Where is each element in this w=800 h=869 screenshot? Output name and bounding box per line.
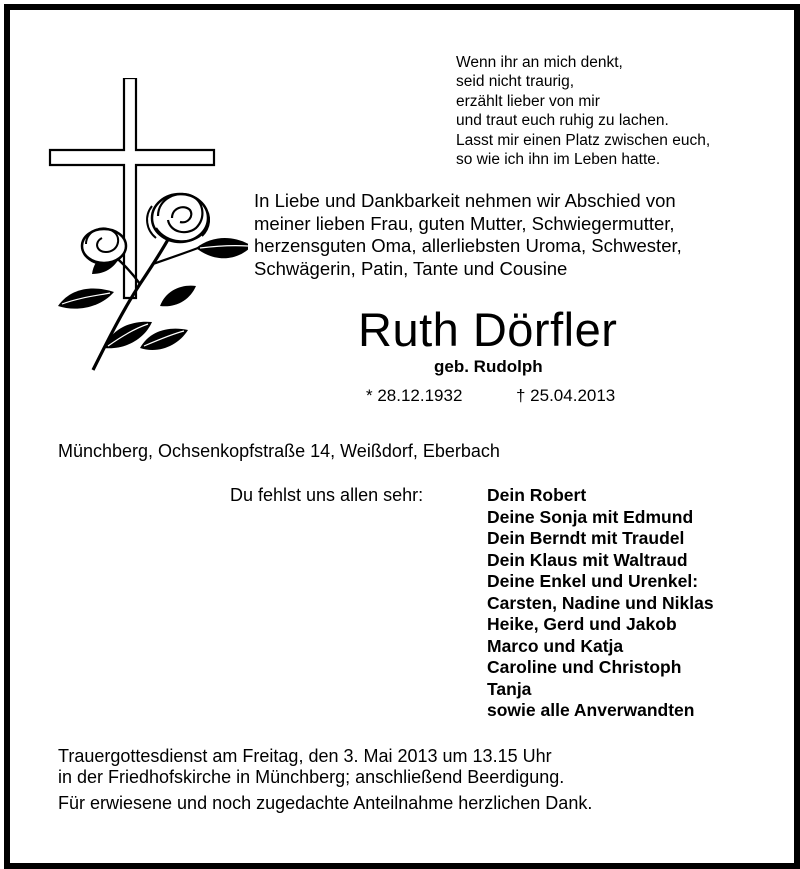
- thanks-text: Für erwiesene und noch zugedachte Anteilnahme herzlichen Dank.: [58, 793, 593, 813]
- address: Münchberg, Ochsenkopfstraße 14, Weißdorf, Eberbach: [58, 441, 500, 461]
- service-info: [58, 746, 564, 788]
- maiden-name: geb. Rudolph: [434, 357, 543, 376]
- poem: [456, 53, 710, 169]
- mourner-line: Deine Enkel und Urenkel:: [487, 571, 699, 591]
- poem-line: und traut euch ruhig zu lachen.: [456, 112, 669, 130]
- mourner-line: Dein Robert: [487, 485, 587, 505]
- cross-with-rose-icon: [48, 78, 248, 393]
- mourner-line: Carsten, Nadine und Niklas: [487, 592, 714, 613]
- farewell-text: [254, 190, 682, 280]
- mourner-line: Dein Klaus mit Waltraud: [487, 549, 688, 570]
- poem-line: seid nicht traurig,: [456, 73, 575, 91]
- poem-line: Lasst mir einen Platz zwischen euch,: [456, 131, 711, 149]
- mourner-line: Tanja: [487, 678, 532, 699]
- farewell-line: meiner lieben Frau, guten Mutter, Schwiegermutter,: [254, 212, 675, 234]
- mourners-list: [487, 485, 714, 722]
- mourner-line: Marco und Katja: [487, 635, 624, 656]
- mourner-line: sowie alle Anverwandten: [487, 700, 695, 720]
- mourner-line: Heike, Gerd und Jakob: [487, 614, 677, 634]
- service-line: Trauergottesdienst am Freitag, den 3. Mai 2013 um 13.15 Uhr: [58, 746, 552, 766]
- deceased-name: Ruth Dörfler: [358, 303, 618, 356]
- service-line: in der Friedhofskirche in Münchberg; anschließend Beerdigung.: [58, 767, 565, 787]
- death-date: † 25.04.2013: [516, 386, 616, 405]
- missing-text: Du fehlst uns allen sehr:: [230, 485, 424, 505]
- mourner-line: Caroline und Christoph: [487, 657, 682, 677]
- farewell-line: In Liebe und Dankbarkeit nehmen wir Abschied von: [254, 190, 676, 211]
- mourner-line: Deine Sonja mit Edmund: [487, 506, 694, 527]
- mourner-line: Dein Berndt mit Traudel: [487, 528, 685, 548]
- poem-line: so wie ich ihn im Leben hatte.: [456, 151, 661, 169]
- farewell-line: herzensguten Oma, allerliebsten Uroma, Schwester,: [254, 235, 682, 256]
- poem-line: Wenn ihr an mich denkt,: [456, 54, 623, 71]
- poem-line: erzählt lieber von mir: [456, 92, 600, 110]
- farewell-line: Schwägerin, Patin, Tante und Cousine: [254, 257, 568, 279]
- birth-date: * 28.12.1932: [366, 386, 463, 405]
